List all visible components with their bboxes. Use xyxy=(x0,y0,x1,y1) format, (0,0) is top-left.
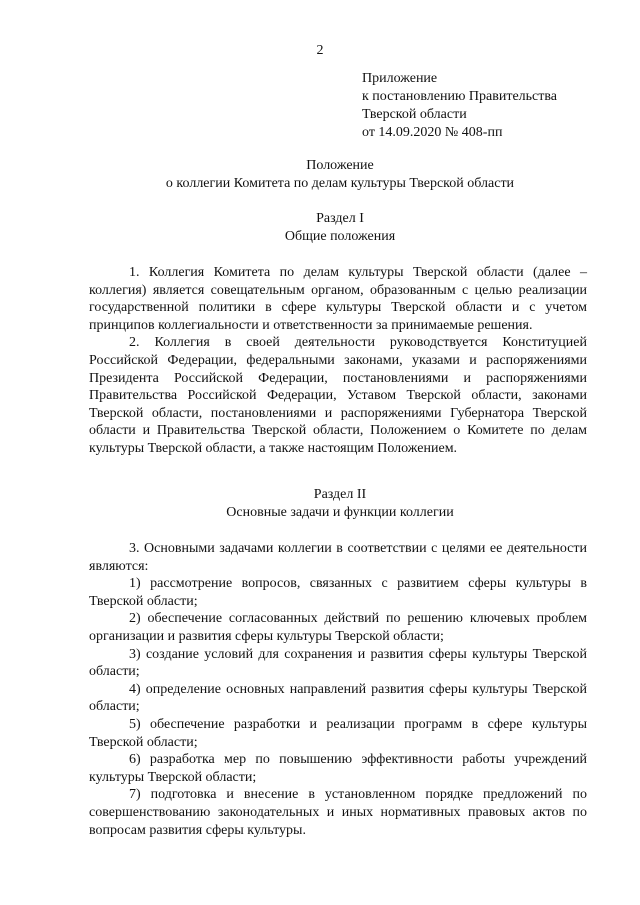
section-1-header xyxy=(80,210,600,246)
appendix-line: к постановлению Правительства xyxy=(362,89,558,104)
section-heading: Раздел I xyxy=(316,211,364,226)
section-2-header xyxy=(80,486,600,522)
list-item: 6) разработка мер по повышению эффективности работы учреждений культуры Тверской области; xyxy=(89,752,587,785)
appendix-line: Приложение xyxy=(362,71,438,86)
list-item: 1) рассмотрение вопросов, связанных с развитием сферы культуры в Тверской области; xyxy=(89,576,587,609)
paragraph: 2. Коллегия в своей деятельности руководствуется Конституцией Российской Федерации, федеральными законами, указами и распоряжениями Президента Российской Федерации, постановлениями и распоряжениями Правительства Российской Федерации, Уставом Тверской области, законами Тверской области, постановлениями и распоряжениями Губернатора Тверской области и Правительства Тверской области, Положением о Комитете по делам культуры Тверской области, а также настоящим Положением. xyxy=(89,335,587,456)
list-item: 7) подготовка и внесение в установленном порядке предложений по совершенствованию законодательных и иных нормативных правовых актов по вопросам развития сферы культуры. xyxy=(89,787,587,838)
section-1-body xyxy=(89,264,587,458)
appendix-block xyxy=(362,70,622,142)
list-item: 2) обеспечение согласованных действий по решению ключевых проблем организации и развития сферы культуры Тверской области; xyxy=(89,611,587,644)
paragraph: 1. Коллегия Комитета по делам культуры Тверской области (далее – коллегия) является совещательным органом, образованным с целью реализации государственной политики в сфере культуры Тверской области и с учетом принципов коллегиальности и ответственности за принимаемые решения. xyxy=(89,265,587,333)
section-subheading: Общие положения xyxy=(284,229,396,244)
title-line: Положение xyxy=(306,158,374,173)
list-item: 4) определение основных направлений развития сферы культуры Тверской области; xyxy=(89,681,587,715)
page-number: 2 xyxy=(316,43,324,58)
list-item: 3) создание условий для сохранения и развития сферы культуры Тверской области; xyxy=(89,646,587,680)
title-line: о коллегии Комитета по делам культуры Тверской области xyxy=(165,176,515,191)
section-subheading: Основные задачи и функции коллегии xyxy=(226,505,454,520)
appendix-line: от 14.09.2020 № 408-пп xyxy=(362,125,503,140)
appendix-line: Тверской области xyxy=(362,107,467,122)
list-item: 5) обеспечение разработки и реализации программ в сфере культуры Тверской области; xyxy=(89,716,587,750)
section-2-body xyxy=(89,540,587,839)
section-heading: Раздел II xyxy=(313,487,367,502)
document-title xyxy=(80,157,600,193)
paragraph: 3. Основными задачами коллегии в соответствии с целями ее деятельности являются: xyxy=(89,541,587,574)
